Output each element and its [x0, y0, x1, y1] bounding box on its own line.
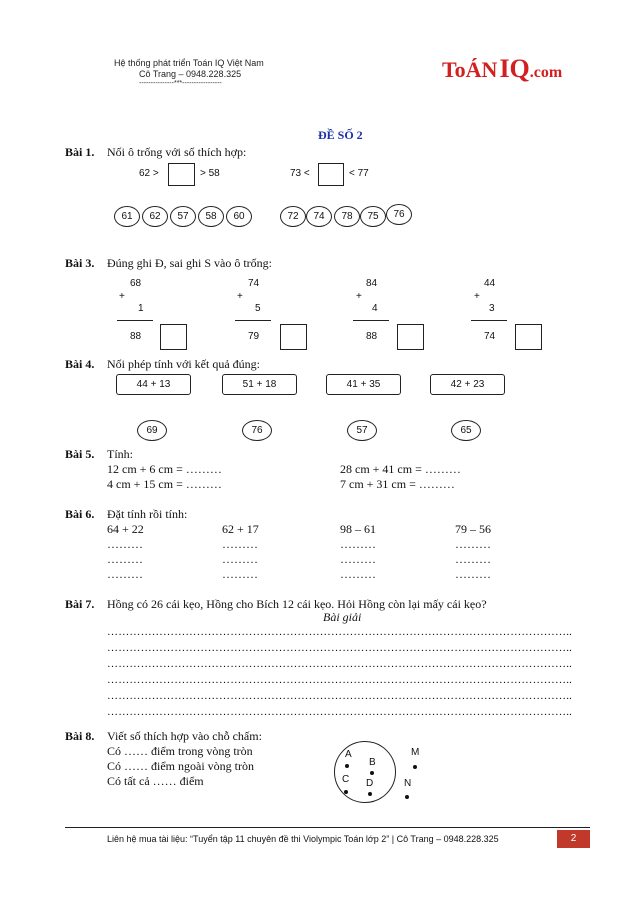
bai7-label: Bài 7.	[65, 597, 95, 611]
bai3-item-result: 88	[366, 331, 378, 342]
bai1-option[interactable]: 78	[334, 206, 360, 227]
footer-text: Liên hệ mua tài liệu: “Tuyển tập 11 chuyên đề thi Violympic Toán lớp 2” | Cô Trang – 0948.228.325	[107, 834, 499, 844]
bai6-blank: ………	[340, 567, 376, 581]
bai6-blank: ………	[455, 567, 491, 581]
bai3-item-rule	[235, 320, 271, 321]
bai5-exercise: 4 cm + 15 cm = ………	[107, 477, 222, 491]
bai1-expr1-left: 62 >	[139, 168, 159, 179]
bai4-expr[interactable]: 42 + 23	[430, 374, 505, 395]
bai8-line-outside: Có …… điểm ngoài vòng tròn	[107, 759, 254, 773]
bai8-prompt: Viết số thích hợp vào chỗ chấm:	[107, 729, 262, 743]
bai3-item-result: 74	[484, 331, 496, 342]
bai7-answer-line[interactable]: ……………………………………………………………………………………………………………..	[107, 626, 573, 638]
bai6-blank: ………	[222, 552, 258, 566]
point-label-b: B	[369, 757, 376, 768]
bai3-item-result: 88	[130, 331, 142, 342]
bai4-result[interactable]: 57	[347, 420, 377, 441]
bai4-result[interactable]: 69	[137, 420, 167, 441]
point-c-dot	[344, 790, 348, 794]
bai3-item-a: 84	[366, 278, 378, 289]
bai4-expr[interactable]: 44 + 13	[116, 374, 191, 395]
logo-part-c: .com	[529, 64, 563, 81]
bai3-answer-box[interactable]	[515, 324, 542, 350]
bai4-expr[interactable]: 41 + 35	[326, 374, 401, 395]
bai3-item-op: +	[474, 291, 480, 302]
bai6-blank: ………	[455, 537, 491, 551]
bai7-answer-line[interactable]: ……………………………………………………………………………………………………………..	[107, 642, 573, 654]
bai6-blank: ………	[107, 537, 143, 551]
bai7-prompt: Hồng có 26 cái kẹo, Hồng cho Bích 12 cái kẹo. Hỏi Hồng còn lại mấy cái kẹo?	[107, 597, 487, 611]
bai4-label: Bài 4.	[65, 357, 95, 371]
bai5-exercise: 7 cm + 31 cm = ………	[340, 477, 455, 491]
bai3-answer-box[interactable]	[280, 324, 307, 350]
point-label-d: D	[366, 778, 374, 789]
bai1-option[interactable]: 76	[386, 204, 412, 225]
bai3-item-op: +	[237, 291, 243, 302]
bai1-option[interactable]: 75	[360, 206, 386, 227]
bai1-option[interactable]: 60	[226, 206, 252, 227]
bai3-item-b: 4	[372, 303, 378, 314]
point-m-dot	[413, 765, 417, 769]
page-title: ĐỀ SỐ 2	[318, 128, 363, 142]
bai5-label: Bài 5.	[65, 447, 95, 461]
bai6-prompt: Đặt tính rồi tính:	[107, 507, 188, 521]
bai4-result[interactable]: 65	[451, 420, 481, 441]
bai6-blank: ………	[107, 567, 143, 581]
point-label-n: N	[404, 778, 412, 789]
bai3-prompt: Đúng ghi Đ, sai ghi S vào ô trống:	[107, 256, 272, 270]
bai8-line-inside: Có …… điểm trong vòng tròn	[107, 744, 253, 758]
point-label-c: C	[342, 774, 350, 785]
footer-divider	[65, 827, 590, 828]
bai1-option[interactable]: 58	[198, 206, 224, 227]
bai1-label: Bài 1.	[65, 145, 95, 159]
point-b-dot	[370, 771, 374, 775]
bai1-option[interactable]: 72	[280, 206, 306, 227]
bai1-expr1-right: > 58	[200, 168, 220, 179]
point-label-a: A	[345, 749, 352, 760]
page-number: 2	[557, 830, 590, 848]
bai3-label: Bài 3.	[65, 256, 95, 270]
bai6-expr: 62 + 17	[222, 522, 259, 536]
bai3-item-b: 5	[255, 303, 261, 314]
logo-part-b: IQ	[499, 54, 530, 83]
bai8-label: Bài 8.	[65, 729, 95, 743]
bai6-label: Bài 6.	[65, 507, 95, 521]
bai3-item-op: +	[119, 291, 125, 302]
bai3-item-op: +	[356, 291, 362, 302]
bai6-blank: ………	[222, 567, 258, 581]
bai3-item-result: 79	[248, 331, 260, 342]
bai8-line-total: Có tất cả …… điểm	[107, 774, 204, 788]
bai1-option[interactable]: 61	[114, 206, 140, 227]
bai6-expr: 79 – 56	[455, 522, 491, 536]
bai5-exercise: 28 cm + 41 cm = ………	[340, 462, 461, 476]
bai7-answer-line[interactable]: ……………………………………………………………………………………………………………..	[107, 706, 573, 718]
bai3-item-rule	[353, 320, 389, 321]
bai7-answer-line[interactable]: ……………………………………………………………………………………………………………..	[107, 658, 573, 670]
bai1-option[interactable]: 62	[142, 206, 168, 227]
bai1-blank-1[interactable]	[168, 163, 195, 186]
bai8-circle	[334, 741, 396, 803]
bai3-answer-box[interactable]	[397, 324, 424, 350]
header-divider: ---------------***-----------------	[139, 80, 222, 87]
bai1-blank-2[interactable]	[318, 163, 344, 186]
bai3-item-rule	[471, 320, 507, 321]
header-org: Hệ thống phát triển Toán IQ Việt Nam	[114, 58, 264, 68]
bai6-expr: 64 + 22	[107, 522, 144, 536]
bai7-answer-line[interactable]: ……………………………………………………………………………………………………………..	[107, 674, 573, 686]
logo-part-a: ToÁN	[442, 57, 498, 82]
bai3-item-b: 3	[489, 303, 495, 314]
point-a-dot	[345, 764, 349, 768]
bai3-item-a: 74	[248, 278, 260, 289]
bai5-prompt: Tính:	[107, 447, 133, 461]
header-contact: Cô Trang – 0948.228.325	[139, 69, 242, 79]
point-n-dot	[405, 795, 409, 799]
point-d-dot	[368, 792, 372, 796]
bai4-result[interactable]: 76	[242, 420, 272, 441]
logo	[442, 54, 562, 84]
bai3-answer-box[interactable]	[160, 324, 187, 350]
bai6-blank: ………	[107, 552, 143, 566]
bai6-blank: ………	[340, 537, 376, 551]
bai3-item-a: 44	[484, 278, 496, 289]
bai6-blank: ………	[455, 552, 491, 566]
bai1-option[interactable]: 57	[170, 206, 196, 227]
bai1-option[interactable]: 74	[306, 206, 332, 227]
bai6-blank: ………	[222, 537, 258, 551]
bai4-expr[interactable]: 51 + 18	[222, 374, 297, 395]
bai1-expr2-left: 73 <	[290, 168, 310, 179]
bai6-expr: 98 – 61	[340, 522, 376, 536]
bai4-prompt: Nối phép tính với kết quả đúng:	[107, 357, 260, 371]
bai5-exercise: 12 cm + 6 cm = ………	[107, 462, 222, 476]
bai7-solution-heading: Bài giải	[323, 610, 362, 624]
bai6-blank: ………	[340, 552, 376, 566]
bai1-prompt: Nối ô trống với số thích hợp:	[107, 145, 247, 159]
bai1-expr2-right: < 77	[349, 168, 369, 179]
bai3-item-b: 1	[138, 303, 144, 314]
point-label-m: M	[411, 747, 420, 758]
bai7-answer-line[interactable]: ……………………………………………………………………………………………………………..	[107, 690, 573, 702]
bai3-item-rule	[117, 320, 153, 321]
bai3-item-a: 68	[130, 278, 142, 289]
